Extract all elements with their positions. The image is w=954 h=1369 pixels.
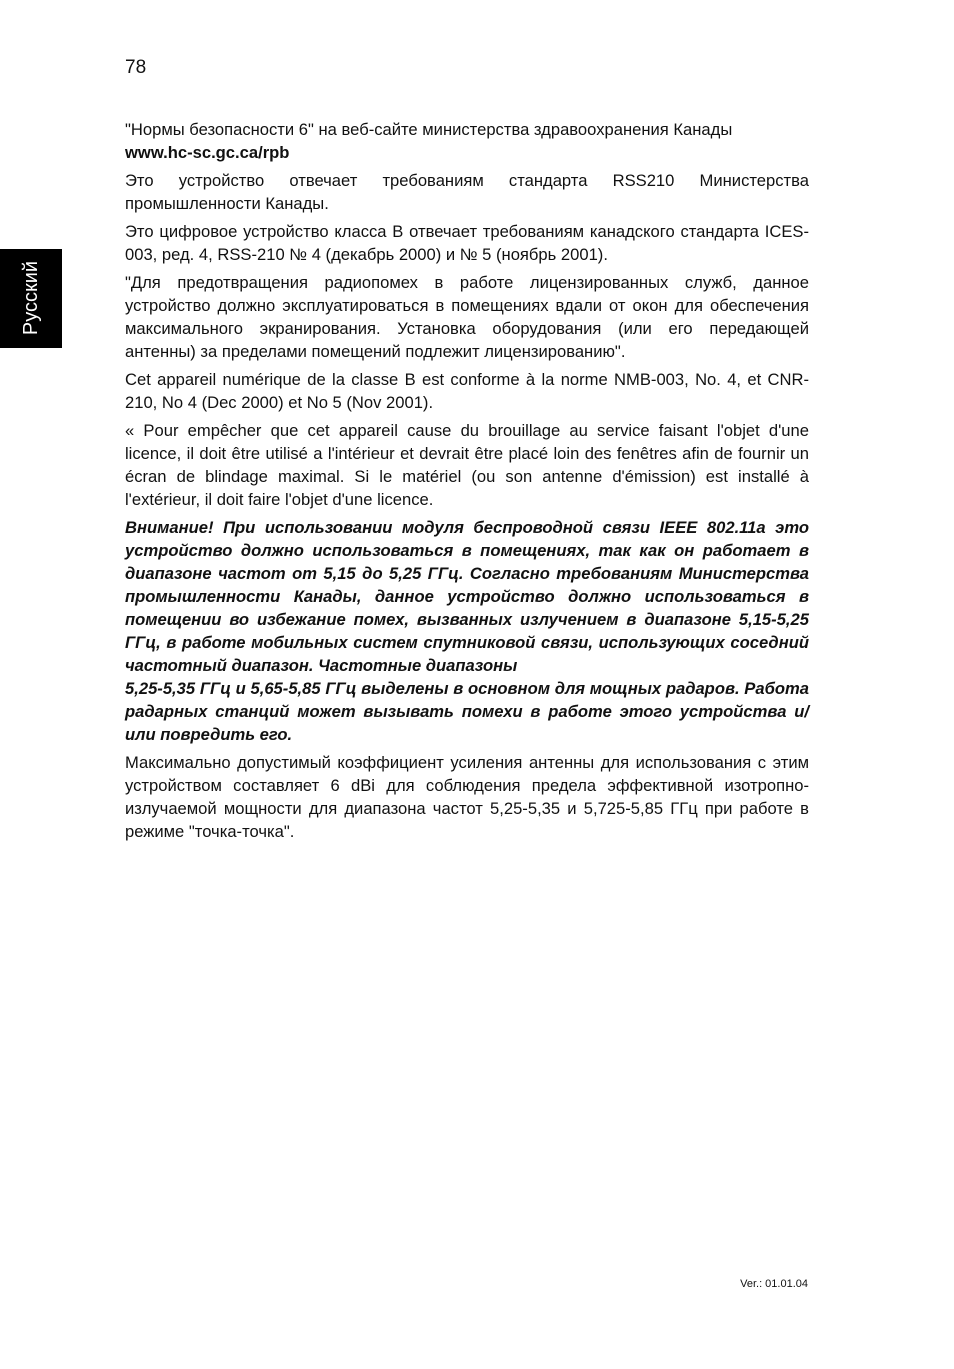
paragraph-health-canada xyxy=(125,118,809,164)
health-canada-url: www.hc-sc.gc.ca/rpb xyxy=(125,143,290,162)
paragraph-interference-ru: "Для предотвращения радиопомех в работе лицензированных служб, данное устройство должно эксплуатироваться в помещениях вдали от окон для обеспечения максимального экранирования. Установка оборудования (или его передающей антенны) за пределами помещений подлежит лицензированию". xyxy=(125,273,809,361)
warning-part-1: Внимание! При использовании модуля беспроводной связи IEEE 802.11a это устройство должно использоваться в помещениях, так как он работает в диапазоне частот от 5,15 до 5,25 ГГц. Согласно требованиям Министерства промышленности Канады, данное устройство должно использоваться в помещении во избежание помех, вызванных излучением в диапазоне 5,15-5,25 ГГц, в работе мобильных систем спутниковой связи, использующих соседний частотный диапазон. Частотные диапазоны xyxy=(125,518,809,675)
paragraph-interference-fr: « Pour empêcher que cet appareil cause du brouillage au service faisant l'objet d'une licence, il doit être utilisé a l'intérieur et devrait être placé loin des fenêtres afin de fournir un écran de blindage maximal. Si le matériel (ou son antenne d'émission) est installé à l'extérieur, il doit faire l'objet d'une licence. xyxy=(125,421,809,509)
paragraph-rss210: Это устройство отвечает требованиям стандарта RSS210 Министерства промышленности Канады. xyxy=(125,171,809,213)
document-body xyxy=(125,118,809,848)
language-side-tab xyxy=(0,249,62,348)
page-number: 78 xyxy=(125,57,147,78)
version-label: Ver.: 01.01.04 xyxy=(740,1278,808,1290)
language-tab-label: Русский xyxy=(20,260,42,336)
paragraph-nmb003-fr: Cet appareil numérique de la classe B est conforme à la norme NMB-003, No. 4, et CNR-210, No 4 (Dec 2000) et No 5 (Nov 2001). xyxy=(125,370,809,412)
warning-block xyxy=(125,516,809,746)
health-canada-text: "Нормы безопасности 6" на веб-сайте министерства здравоохранения Канады xyxy=(125,120,733,139)
warning-part-2: 5,25-5,35 ГГц и 5,65-5,85 ГГц выделены в основном для мощных радаров. Работа радарных станций может вызывать помехи в работе этого устройства и/или повредить его. xyxy=(125,679,809,744)
paragraph-antenna-gain: Максимально допустимый коэффициент усиления антенны для использования с этим устройством составляет 6 dBi для соблюдения предела эффективной изотропно-излучаемой мощности для диапазона частот 5,25-5,35 и 5,725-5,85 ГГц при работе в режиме "точка-точка". xyxy=(125,753,809,841)
paragraph-ices003: Это цифровое устройство класса B отвечает требованиям канадского стандарта ICES-003, ред. 4, RSS-210 № 4 (декабрь 2000) и № 5 (ноябрь 2001). xyxy=(125,222,809,264)
